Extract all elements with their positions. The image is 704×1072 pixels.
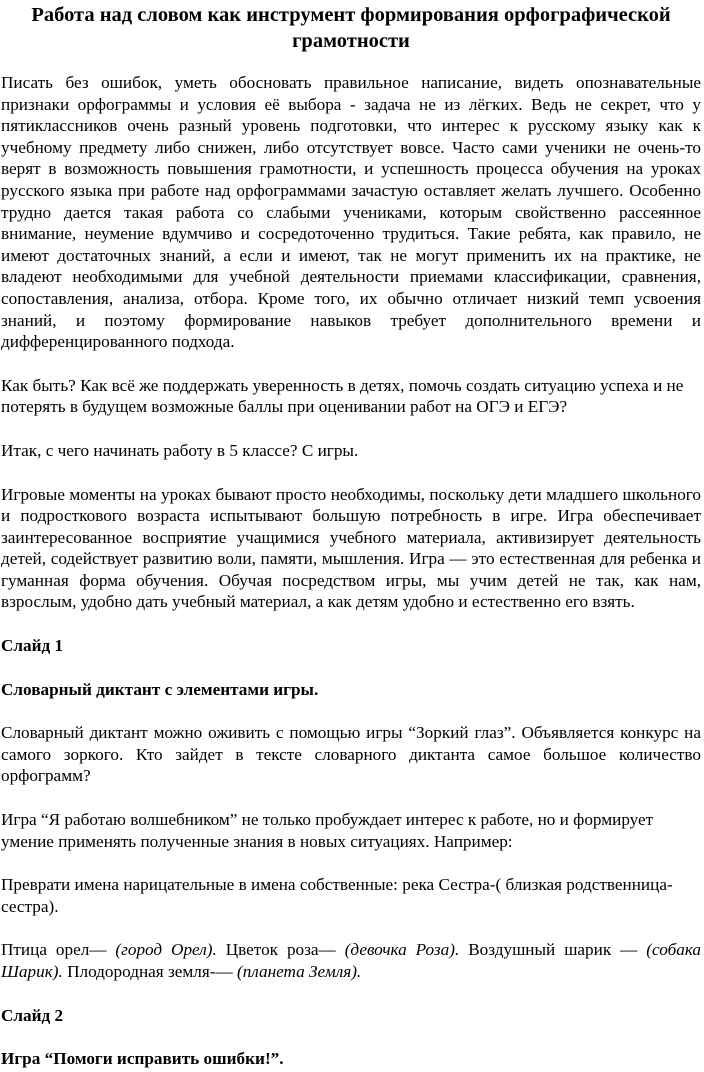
paragraph-question: Как быть? Как всё же поддержать уверенность в детях, помочь создать ситуацию успеха и не потерять в будущем возможные баллы при оценивании работ на ОГЭ и ЕГЭ? (1, 375, 684, 417)
document-title: Работа над словом как инструмент формирования орфографической грамотности (31, 4, 671, 52)
paragraph-games: Игровые моменты на уроках бывают просто необходимы, поскольку дети младшего школьного и подросткового возраста испытывают большую потребность в игре. Игра обеспечивает заинтересованное восприятие учащимися учебного материала, активизирует деятельность детей, содействует развитию воли, памяти, мышления. Игра — это естественная для ребенка и гуманная форма обучения. Обучая посредством игры, мы учим детей не так, как нам, взрослым, удобно дать учебный материал, а как детям удобно и естественно его взять. (1, 484, 701, 612)
section-heading-fix-errors: Игра “Помоги исправить ошибки!”. (1, 1049, 284, 1069)
example-text-2: Цветок роза— (216, 940, 336, 960)
example-text-1: Птица орел— (1, 940, 107, 960)
example-italic-2: (девочка Роза). (335, 940, 460, 960)
paragraph-sharp-eye: Словарный диктант можно оживить с помощью игры “Зоркий глаз”. Объявляется конкурс на самого зоркого. Кто зайдет в тексте словарного диктанта самое большое количество орфограмм? (1, 723, 701, 786)
slide-1-label: Слайд 1 (1, 636, 64, 656)
slide-2-label: Слайд 2 (1, 1005, 64, 1025)
example-italic-4: (планета Земля). (232, 962, 362, 981)
section-heading-dictation: Словарный диктант с элементами игры. (1, 679, 319, 699)
paragraph-wizard: Игра “Я работаю волшебником” не только пробуждает интерес к работе, но и формирует умение применять полученные знания в новых ситуациях. Например: (1, 810, 654, 851)
paragraph-examples (1, 939, 701, 982)
paragraph-transform: Преврати имена нарицательные в имена собственные: река Сестра-( близкая родственница-сестра). (1, 875, 673, 916)
example-italic-1: (город Орел). (106, 940, 217, 960)
paragraph-start: Итак, с чего начинать работу в 5 классе? С игры. (1, 440, 359, 460)
example-italic-3: (собака Шарик). (1, 940, 702, 981)
paragraph-intro: Писать без ошибок, уметь обосновать правильное написание, видеть опознавательные признаки орфограммы и условия её выбора - задача не из лёгких. Ведь не секрет, что у пятиклассников очень разный уровень подготовки, что интерес к русскому языку как к учебному предмету либо снижен, либо отсутствует вовсе. Часто сами ученики не очень-то верят в возможность повышения грамотности, и успешность процесса обучения на уроках русского языка при работе над орфограммами зачастую оставляет желать лучшего. Особенно трудно дается такая работа со слабыми учениками, которым свойственно рассеянное внимание, неумение вдумчиво и сосредоточенно трудиться. Такие ребята, как правило, не имеют достаточных знаний, а если и имеют, так не могут применить их на практике, не владеют необходимыми для учебной деятельности приемами классификации, сравнения, сопоставления, анализа, отбора. Кроме того, их обычно отличает низкий темп усвоения знаний, и поэтому формирование навыков требует дополнительного времени и дифференцированного подхода. (1, 73, 701, 352)
example-text-3: Воздушный шарик — (459, 940, 638, 960)
example-text-4: Плодородная земля-— (62, 962, 233, 981)
